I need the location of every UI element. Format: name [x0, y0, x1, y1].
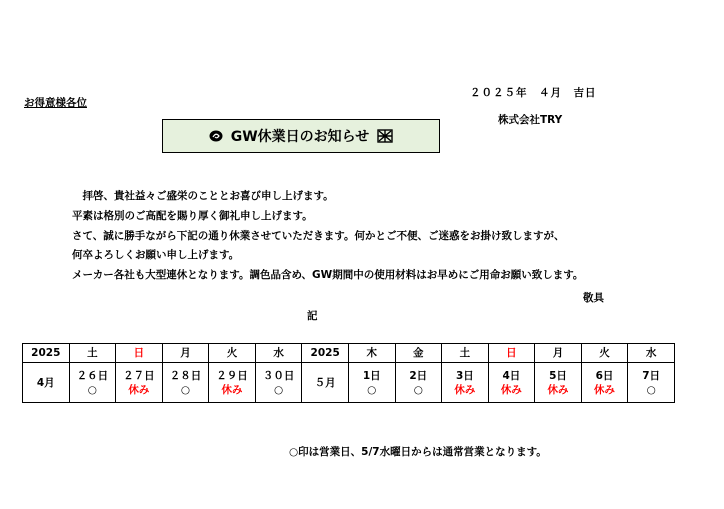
calendar-body-row	[23, 363, 675, 403]
title-banner	[162, 119, 440, 153]
calendar-day-date: 3日	[455, 369, 474, 382]
company-name: 株式会社TRY	[498, 114, 563, 126]
letter-line-5: メーカー各社も大型連休となります。調色品含め、GW期間中の使用材料はお早めにご用命お願い致します。	[72, 269, 584, 281]
calendar-day-cell	[209, 363, 256, 403]
calendar-day-closed: 休み	[500, 383, 522, 396]
calendar-day-open: ○	[87, 383, 97, 396]
calendar-day-cell	[116, 363, 163, 403]
calendar-header-cell: 土	[69, 344, 116, 363]
calendar-header-cell: 月	[162, 344, 209, 363]
calendar-day-closed: 休み	[547, 383, 569, 396]
calendar-day-date: ３０日	[262, 369, 295, 382]
calendar-header-cell: 水	[628, 344, 675, 363]
calendar-day-date: 6日	[595, 369, 614, 382]
calendar-day-cell	[535, 363, 582, 403]
calendar-header-cell: 日	[116, 344, 163, 363]
calendar-day-open: ○	[646, 383, 656, 396]
spiral-icon	[209, 130, 223, 142]
calendar-day-date: ２７日	[123, 369, 155, 382]
letter-line-3: さて、誠に勝手ながら下記の通り休業させていただきます。何かとご不便、ご迷惑をお掛け致しますが、	[72, 230, 565, 242]
calendar-day-date: 4日	[502, 369, 521, 382]
calendar-day-date: ２８日	[169, 369, 202, 382]
calendar-month-cell: ５月	[302, 363, 349, 403]
calendar-day-cell	[348, 363, 395, 403]
letter-line-4: 何卒よろしくお願い申し上げます。	[72, 249, 240, 261]
footer-note: ○印は営業日、5/7水曜日からは通常営業となります。	[289, 446, 547, 458]
calendar-day-cell	[255, 363, 302, 403]
calendar-month-cell: 4月	[23, 363, 70, 403]
notice-date: ２０２５年 ４月 吉日	[470, 87, 597, 99]
calendar-day-cell	[442, 363, 489, 403]
calendar-header-cell: 月	[535, 344, 582, 363]
calendar-day-date: 5日	[549, 369, 567, 382]
calendar-day-date: 2日	[409, 369, 428, 382]
calendar-header-cell: 木	[348, 344, 395, 363]
title-text: GW休業日のお知らせ	[230, 129, 370, 145]
calendar-header-cell: 2025	[302, 344, 349, 363]
calendar-day-cell	[69, 363, 116, 403]
calendar-day-date: ２６日	[76, 369, 109, 382]
crossed-box-icon	[377, 129, 393, 143]
calendar-header-row	[23, 344, 675, 363]
calendar-day-cell	[488, 363, 535, 403]
letter-line-2: 平素は格別のご高配を賜り厚く御礼申し上げます。	[72, 210, 313, 222]
calendar-day-open: ○	[274, 383, 284, 396]
calendar-day-open: ○	[367, 383, 377, 396]
ki-marker: 記	[307, 310, 318, 322]
calendar-header-cell: 水	[255, 344, 302, 363]
closing-keigu: 敬具	[583, 292, 604, 304]
calendar-day-cell	[395, 363, 442, 403]
calendar-day-date: 1日	[362, 369, 381, 382]
calendar-day-closed: 休み	[594, 383, 616, 396]
calendar-day-cell	[581, 363, 628, 403]
calendar-day-closed: 休み	[454, 383, 476, 396]
calendar-day-closed: 休み	[221, 383, 243, 396]
calendar-header-cell: 火	[209, 344, 256, 363]
calendar-day-closed: 休み	[128, 383, 150, 396]
calendar-header-cell: 火	[581, 344, 628, 363]
calendar-day-date: 7日	[642, 369, 661, 382]
calendar-day-open: ○	[413, 383, 423, 396]
calendar-header-cell: 土	[442, 344, 489, 363]
calendar-day-cell	[628, 363, 675, 403]
letter-line-1: 拝啓、貴社益々ご盛栄のこととお喜び申し上げます。	[72, 190, 334, 202]
calendar-header-cell: 2025	[23, 344, 70, 363]
calendar-day-cell	[162, 363, 209, 403]
calendar-day-open: ○	[180, 383, 191, 396]
calendar-header-cell: 金	[395, 344, 442, 363]
holiday-calendar	[22, 343, 675, 403]
calendar-header-cell: 日	[488, 344, 535, 363]
calendar-day-date: ２９日	[216, 369, 248, 382]
addressee: お得意様各位	[24, 97, 87, 109]
